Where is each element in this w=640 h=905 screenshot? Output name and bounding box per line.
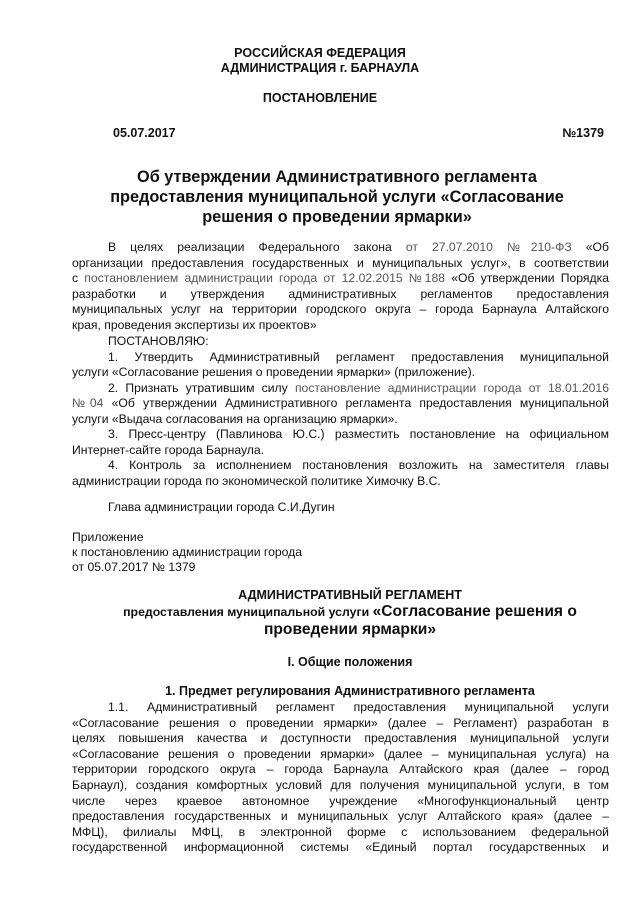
appendix-line-2: к постановлению администрации города (72, 545, 303, 559)
subsection-heading: 1. Предмет регулирования Административного регламента (165, 684, 535, 698)
preamble-line-4 (72, 287, 609, 303)
signature (108, 500, 609, 516)
regulation-subtitle-2: проведении ярмарки» (263, 621, 437, 638)
clause-1-1-line-7 (72, 794, 609, 810)
regulation-subtitle (0, 603, 640, 621)
line-text: 1. Утвердить Административный регламент предоставления муниципальной (108, 349, 609, 364)
title-line-1: Об утверждении Административного регламента (137, 168, 537, 186)
reference-text: постановление администрации города от 18.01.2016 (294, 380, 609, 395)
line-text: услуги «Выдача согласования на организацию ярмарки». (72, 411, 398, 426)
line-text: Барнаул), создания комфортных условий для получения муниципальной услуги, в том (72, 778, 609, 792)
item-2-line-3 (72, 412, 609, 428)
preamble-line-2 (72, 256, 609, 272)
line-text: Глава администрации города С.И.Дугин (108, 500, 335, 514)
clause-1-1-line-1 (108, 700, 609, 716)
preamble-line-5 (72, 302, 609, 318)
item-1-line-1 (108, 350, 609, 366)
clause-1-1-line-5 (72, 762, 609, 778)
clause-1-1-line-10 (72, 840, 609, 856)
line-text: ПОСТАНОВЛЯЮ: (108, 334, 209, 348)
clause-1-1-line-9 (72, 825, 609, 841)
line-text: разработки и утверждения административных регламентов предоставления (72, 286, 609, 301)
line-text: территории городского округа – города Барнаула Алтайского края (далее – город (72, 762, 609, 777)
item-3-line-2 (72, 443, 609, 459)
reference-text: от 27.07.2010 №210-ФЗ (405, 240, 572, 254)
item-4-line-1 (108, 458, 609, 474)
line-text: с (72, 271, 85, 286)
line-text: 4. Контроль за исполнением постановления возложить на заместителя главы (108, 458, 609, 472)
decree-label (108, 334, 609, 350)
clause-1-1-line-3 (72, 731, 609, 747)
header-administration: АДМИНИСТРАЦИЯ г. БАРНАУЛА (220, 61, 420, 75)
header-country: РОССИЙСКАЯ ФЕДЕРАЦИЯ (234, 46, 406, 60)
line-text: «Об утверждении Порядка (445, 271, 610, 286)
line-text: государственной информационной системы «Единый портал государственных и (72, 840, 609, 855)
doc-number: №1379 (562, 126, 604, 140)
line-text: услуги «Согласование решения о проведении ярмарки» (приложение). (72, 365, 476, 380)
title-line-2: предоставления муниципальной услуги «Согласование (110, 188, 564, 206)
section-heading: I. Общие положения (287, 655, 413, 669)
line-text: целях повышения качества и доступности предоставления муниципальной услуги (72, 731, 609, 746)
line-text: «Согласование решения о проведении ярмарки» (далее – Регламент) разработан в (72, 715, 609, 730)
line-text: МФЦ), филиалы МФЦ, в электронной форме с использованием федеральной (72, 824, 609, 839)
item-1-line-2 (72, 365, 609, 381)
line-text: «Согласование решения о проведении ярмарки» (далее – муниципальная услуга) на (72, 746, 609, 761)
header-doc-type: ПОСТАНОВЛЕНИЕ (262, 91, 378, 105)
item-2-line-1 (108, 381, 609, 397)
line-text: края, проведения экспертизы их проектов» (72, 318, 317, 332)
regulation-subtitle-b: «Согласование решения о (372, 603, 577, 620)
preamble-line-6 (72, 318, 609, 334)
clause-1-1-line-6 (72, 778, 609, 794)
clause-1-1-line-2 (72, 716, 609, 732)
appendix-line-1: Приложение (72, 530, 144, 544)
doc-date: 05.07.2017 (113, 126, 176, 140)
item-4-line-2 (72, 474, 609, 490)
reference-text: №04 (72, 396, 104, 411)
title-line-3: решения о проведении ярмарки» (202, 208, 472, 226)
line-text: организации предоставления государственных и муниципальных услуг», в соответствии (72, 255, 609, 270)
item-2-line-2 (72, 396, 609, 412)
line-text: 1.1. Административный регламент предоставления муниципальной услуги (108, 700, 609, 714)
regulation-subtitle-a: предоставления муниципальной услуги (123, 605, 373, 619)
appendix-line-3: от 05.07.2017 № 1379 (72, 560, 196, 574)
line-text: «Об утверждении Административного регламента предоставления муниципальной (103, 396, 609, 411)
preamble-line-3 (72, 271, 609, 287)
clause-1-1-line-8 (72, 809, 609, 825)
line-text: числе через краевое автономное учреждение «Многофункциональный центр (72, 793, 609, 808)
regulation-title: АДМИНИСТРАТИВНЫЙ РЕГЛАМЕНТ (238, 588, 462, 602)
line-text: предоставления государственных и муниципальных услуг Алтайского края» (далее – (72, 809, 609, 824)
line-text: муниципальных услуг на территории городского округа – города Барнаула Алтайского (72, 302, 609, 317)
line-text: администрации города по экономической политике Химочку В.С. (72, 473, 441, 488)
reference-text: постановлением администрации города от 12.02.2015 №188 (84, 271, 446, 286)
line-text: В целях реализации Федерального закона (108, 240, 406, 254)
line-text: 2. Признать утратившим силу (108, 380, 295, 395)
preamble-line-1 (108, 240, 609, 256)
item-3-line-1 (108, 427, 609, 443)
line-text: «Об (571, 240, 609, 254)
clause-1-1-line-4 (72, 747, 609, 763)
line-text: Интернет-сайте города Барнаула. (72, 442, 265, 457)
line-text: 3. Пресс-центру (Павлинова Ю.С.) разместить постановление на официальном (108, 427, 609, 441)
